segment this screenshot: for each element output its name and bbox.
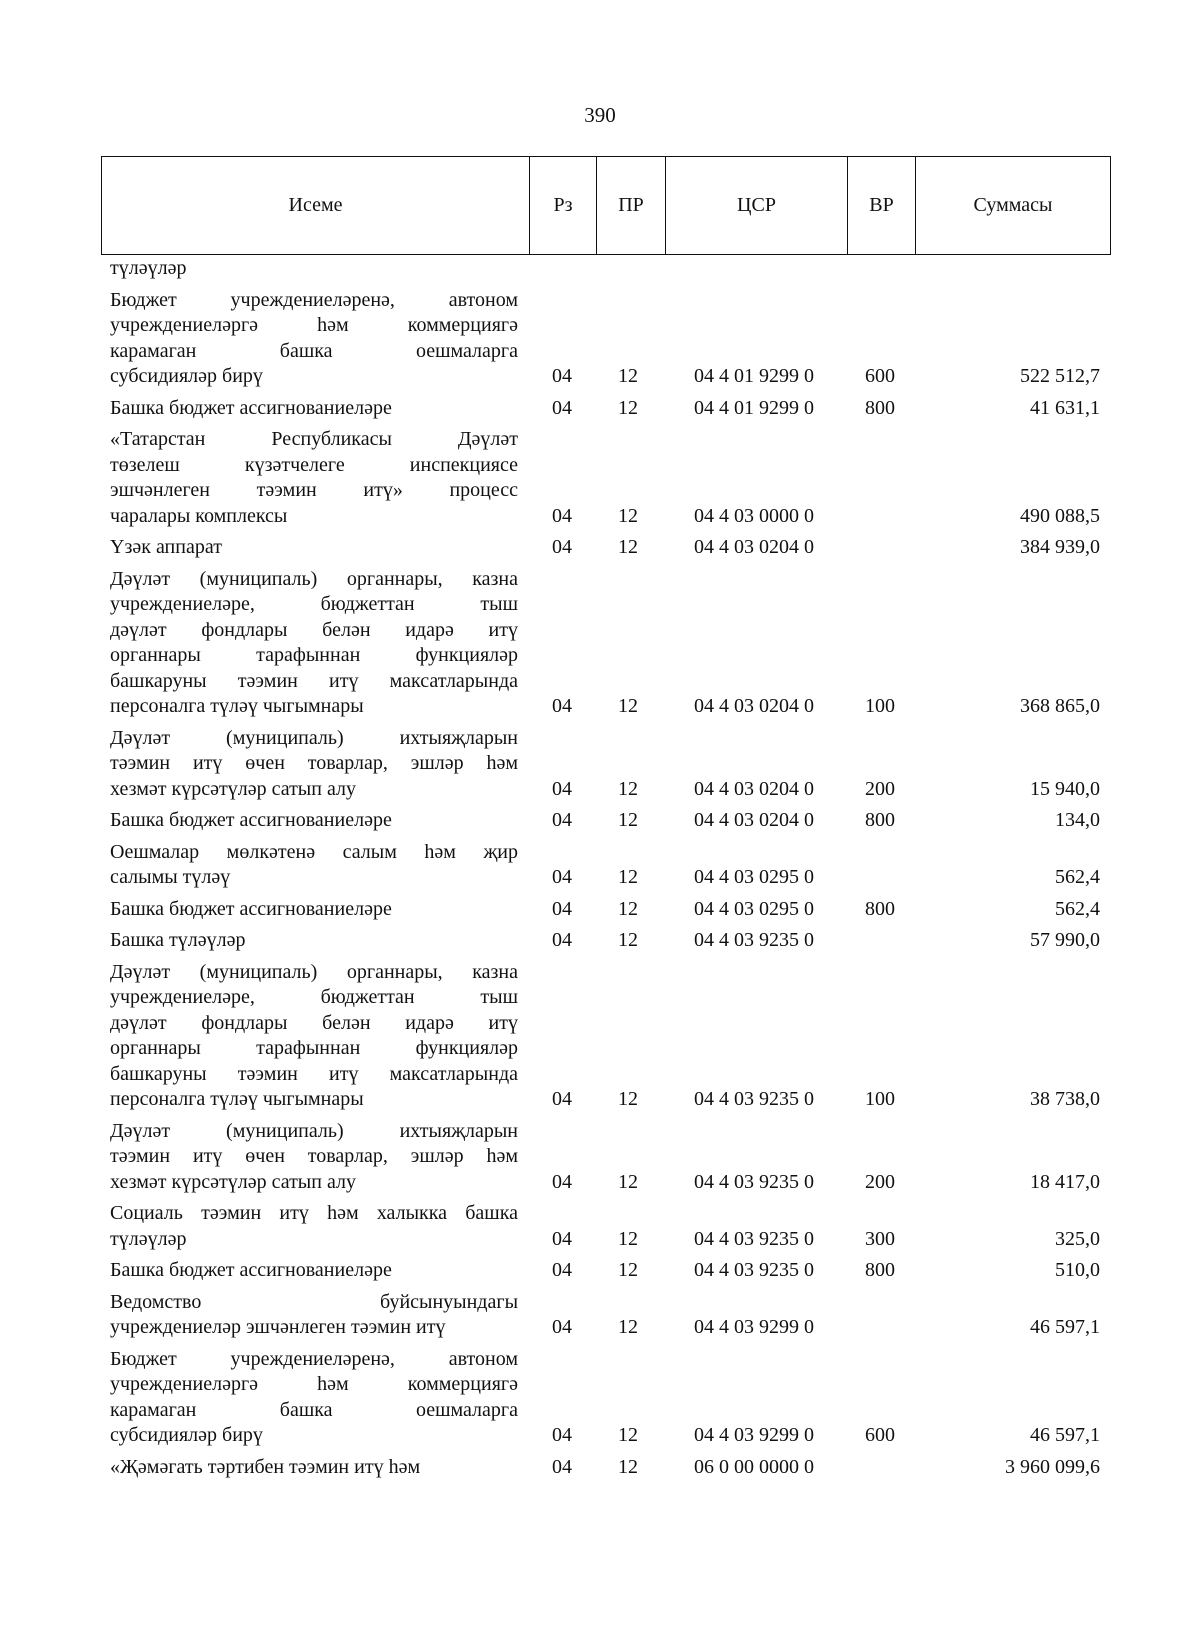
row-pr: 12 [618,866,638,888]
row-name-line: Дәүләт (муниципаль) органнары, казна [110,567,518,590]
row-name-line: эшчәнлеген тәэмин итү» процесс [110,479,518,501]
row-name-line: Башка бюджет ассигнованиеләре [110,897,392,920]
row-name [110,726,520,803]
row-name-line: хезмәт күрсәтүләр сатып алу [110,1170,356,1193]
row-pr: 12 [618,1227,638,1250]
row-csr: 04 4 03 0204 0 [694,536,814,558]
table-row [110,1290,1110,1341]
row-name-line: хезмәт күрсәтүләр сатып алу [110,777,356,800]
header-name: Исеме [102,157,530,254]
row-vr: 800 [865,1259,895,1281]
row-name-line: түләүләр [110,1227,187,1250]
header-pr: ПР [597,157,666,254]
header-sum: Суммасы [973,194,1053,216]
row-rz: 04 [552,365,572,387]
row-name [110,1258,520,1284]
row-name-line: Башка түләүләр [110,929,246,951]
table-row [110,928,1110,954]
row-csr: 04 4 03 9235 0 [694,1170,814,1193]
row-sum: 46 597,1 [1030,1316,1100,1338]
row-sum: 325,0 [1055,1227,1100,1250]
table-header [101,156,1111,255]
row-rz: 04 [552,695,572,717]
row-vr: 100 [865,695,895,717]
row-rz: 04 [552,1227,572,1250]
row-pr: 12 [618,777,638,800]
row-sum: 38 738,0 [1030,1088,1100,1110]
row-name [110,427,520,529]
row-name-line: Бюджет учреждениеләренә, автоном [110,288,518,311]
table-row [110,1455,1110,1481]
row-name [110,535,520,561]
row-name-line: органнары тарафыннан функцияләр [110,1037,518,1059]
row-sum: 384 939,0 [1020,536,1100,558]
row-pr: 12 [618,929,638,951]
row-name-line: Башка бюджет ассигнованиеләре [110,1259,392,1281]
row-name [110,928,520,954]
row-rz: 04 [552,777,572,800]
row-name [110,1119,520,1196]
table-row [110,256,1110,282]
row-csr: 04 4 03 9235 0 [694,929,814,951]
row-name [110,396,520,422]
row-csr: 04 4 03 9299 0 [694,1424,814,1446]
row-name-line: Үзәк аппарат [110,536,222,558]
row-csr: 04 4 03 9235 0 [694,1088,814,1110]
row-name-line: карамаган башка оешмаларга [110,339,518,362]
row-name [110,1455,520,1481]
row-vr: 100 [865,1088,895,1110]
row-sum: 490 088,5 [1020,504,1100,527]
row-vr: 600 [865,365,895,387]
row-rz: 04 [552,929,572,951]
row-name-line: «Җәмәгать тәртибен тәэмин итү һәм [110,1455,421,1478]
row-name-line: Дәүләт (муниципаль) органнары, казна [110,960,518,983]
row-csr: 04 4 03 9235 0 [694,1259,814,1281]
row-sum: 368 865,0 [1020,695,1100,717]
table-row [110,1347,1110,1449]
page-number: 390 [584,103,616,127]
row-csr: 04 4 03 0000 0 [694,504,814,527]
row-name-line: тәэмин итү өчен товарлар, эшләр һәм [110,1145,518,1167]
row-name [110,808,520,834]
header-csr: ЦСР [666,157,848,254]
table-row [110,1258,1110,1284]
row-name [110,288,520,390]
row-pr: 12 [618,1259,638,1281]
row-sum: 510,0 [1055,1259,1100,1281]
row-pr: 12 [618,1424,638,1446]
table-row [110,960,1110,1113]
row-csr: 04 4 03 9299 0 [694,1316,814,1338]
row-rz: 04 [552,866,572,888]
row-rz: 04 [552,504,572,527]
row-rz: 04 [552,1088,572,1110]
row-pr: 12 [618,504,638,527]
row-name-line: органнары тарафыннан функцияләр [110,644,518,666]
row-rz: 04 [552,1170,572,1193]
row-csr: 04 4 03 0295 0 [694,866,814,888]
row-pr: 12 [618,695,638,717]
table-body [110,256,1110,1486]
row-name-line: тәэмин итү өчен товарлар, эшләр һәм [110,752,518,774]
row-vr: 800 [865,809,895,831]
table-row [110,897,1110,923]
row-rz: 04 [552,1455,572,1478]
row-name [110,960,520,1113]
row-pr: 12 [618,365,638,387]
row-pr: 12 [618,897,638,920]
row-vr: 600 [865,1424,895,1446]
row-name-line: дәүләт фондлары белән идарә итү [110,1011,518,1034]
row-pr: 12 [618,809,638,831]
row-name-line: Бюджет учреждениеләренә, автоном [110,1347,518,1370]
table-row [110,808,1110,834]
row-sum: 41 631,1 [1030,396,1100,419]
header-vr: ВР [848,157,916,254]
row-name-line: Дәүләт (муниципаль) ихтыяҗларын [110,1119,518,1142]
row-csr: 04 4 03 0204 0 [694,777,814,800]
row-name-line: учреждениеләре, бюджеттан тыш [110,986,518,1008]
row-pr: 12 [618,1316,638,1338]
row-rz: 04 [552,809,572,831]
table-row [110,567,1110,720]
row-rz: 04 [552,1316,572,1338]
row-name-line: Башка бюджет ассигнованиеләре [110,809,392,831]
row-name-line: персоналга түләү чыгымнары [110,695,364,717]
row-sum: 15 940,0 [1030,777,1100,800]
row-csr: 06 0 00 0000 0 [694,1455,814,1478]
row-pr: 12 [618,536,638,558]
row-rz: 04 [552,1259,572,1281]
row-name [110,1347,520,1449]
row-csr: 04 4 03 0295 0 [694,897,814,920]
row-name [110,1201,520,1252]
row-name-line: төзелеш күзәтчелеге инспекциясе [110,453,518,476]
row-csr: 04 4 03 0204 0 [694,809,814,831]
row-sum: 562,4 [1055,866,1100,888]
row-sum: 134,0 [1055,809,1100,831]
row-name-line: дәүләт фондлары белән идарә итү [110,618,518,641]
row-name-line: түләүләр [110,257,187,279]
row-name-line: Ведомство буйсынуындагы [110,1290,518,1313]
row-sum: 46 597,1 [1030,1424,1100,1446]
row-sum: 3 960 099,6 [1005,1455,1100,1478]
table-row [110,288,1110,390]
row-pr: 12 [618,1088,638,1110]
table-row [110,535,1110,561]
row-pr: 12 [618,1455,638,1478]
row-name-line: башкаруны тәэмин итү максатларында [110,669,518,692]
row-name [110,840,520,891]
row-name-line: учреждениеләре, бюджеттан тыш [110,593,518,615]
row-name-line: персоналга түләү чыгымнары [110,1088,364,1110]
row-name-line: салымы түләү [110,866,231,888]
row-sum: 57 990,0 [1030,929,1100,951]
header-rz: Рз [530,157,597,254]
row-name-line: учреждениеләр эшчәнлеген тәэмин итү [110,1316,446,1338]
row-rz: 04 [552,536,572,558]
row-rz: 04 [552,897,572,920]
row-sum: 562,4 [1055,897,1100,920]
table-row [110,840,1110,891]
row-csr: 04 4 03 9235 0 [694,1227,814,1250]
row-name [110,897,520,923]
row-name [110,567,520,720]
row-name-line: учреждениеләргә һәм коммерциягә [110,1373,518,1395]
row-csr: 04 4 03 0204 0 [694,695,814,717]
row-name-line: субсидияләр бирү [110,1424,263,1446]
row-rz: 04 [552,396,572,419]
row-vr: 200 [865,777,895,800]
row-name-line: Оешмалар мөлкәтенә салым һәм җир [110,840,518,863]
row-csr: 04 4 01 9299 0 [694,396,814,419]
table-row [110,1201,1110,1252]
row-name-line: «Татарстан Республикасы Дәүләт [110,428,518,450]
row-name [110,256,520,282]
row-sum: 18 417,0 [1030,1170,1100,1193]
row-sum: 522 512,7 [1020,365,1100,387]
row-vr: 800 [865,897,895,920]
row-name-line: Башка бюджет ассигнованиеләре [110,396,392,419]
row-name-line: Дәүләт (муниципаль) ихтыяҗларын [110,726,518,749]
table-row [110,396,1110,422]
row-csr: 04 4 01 9299 0 [694,365,814,387]
row-name-line: учреждениеләргә һәм коммерциягә [110,314,518,336]
row-vr: 800 [865,396,895,419]
row-name-line: чаралары комплексы [110,504,288,527]
table-row [110,726,1110,803]
row-rz: 04 [552,1424,572,1446]
table-row [110,427,1110,529]
row-pr: 12 [618,396,638,419]
table-row [110,1119,1110,1196]
row-vr: 300 [865,1227,895,1250]
row-name-line: карамаган башка оешмаларга [110,1398,518,1421]
row-name-line: Социаль тәэмин итү һәм халыкка башка [110,1202,518,1224]
row-name-line: субсидияләр бирү [110,365,263,387]
row-vr: 200 [865,1170,895,1193]
row-name-line: башкаруны тәэмин итү максатларында [110,1062,518,1085]
row-pr: 12 [618,1170,638,1193]
row-name [110,1290,520,1341]
